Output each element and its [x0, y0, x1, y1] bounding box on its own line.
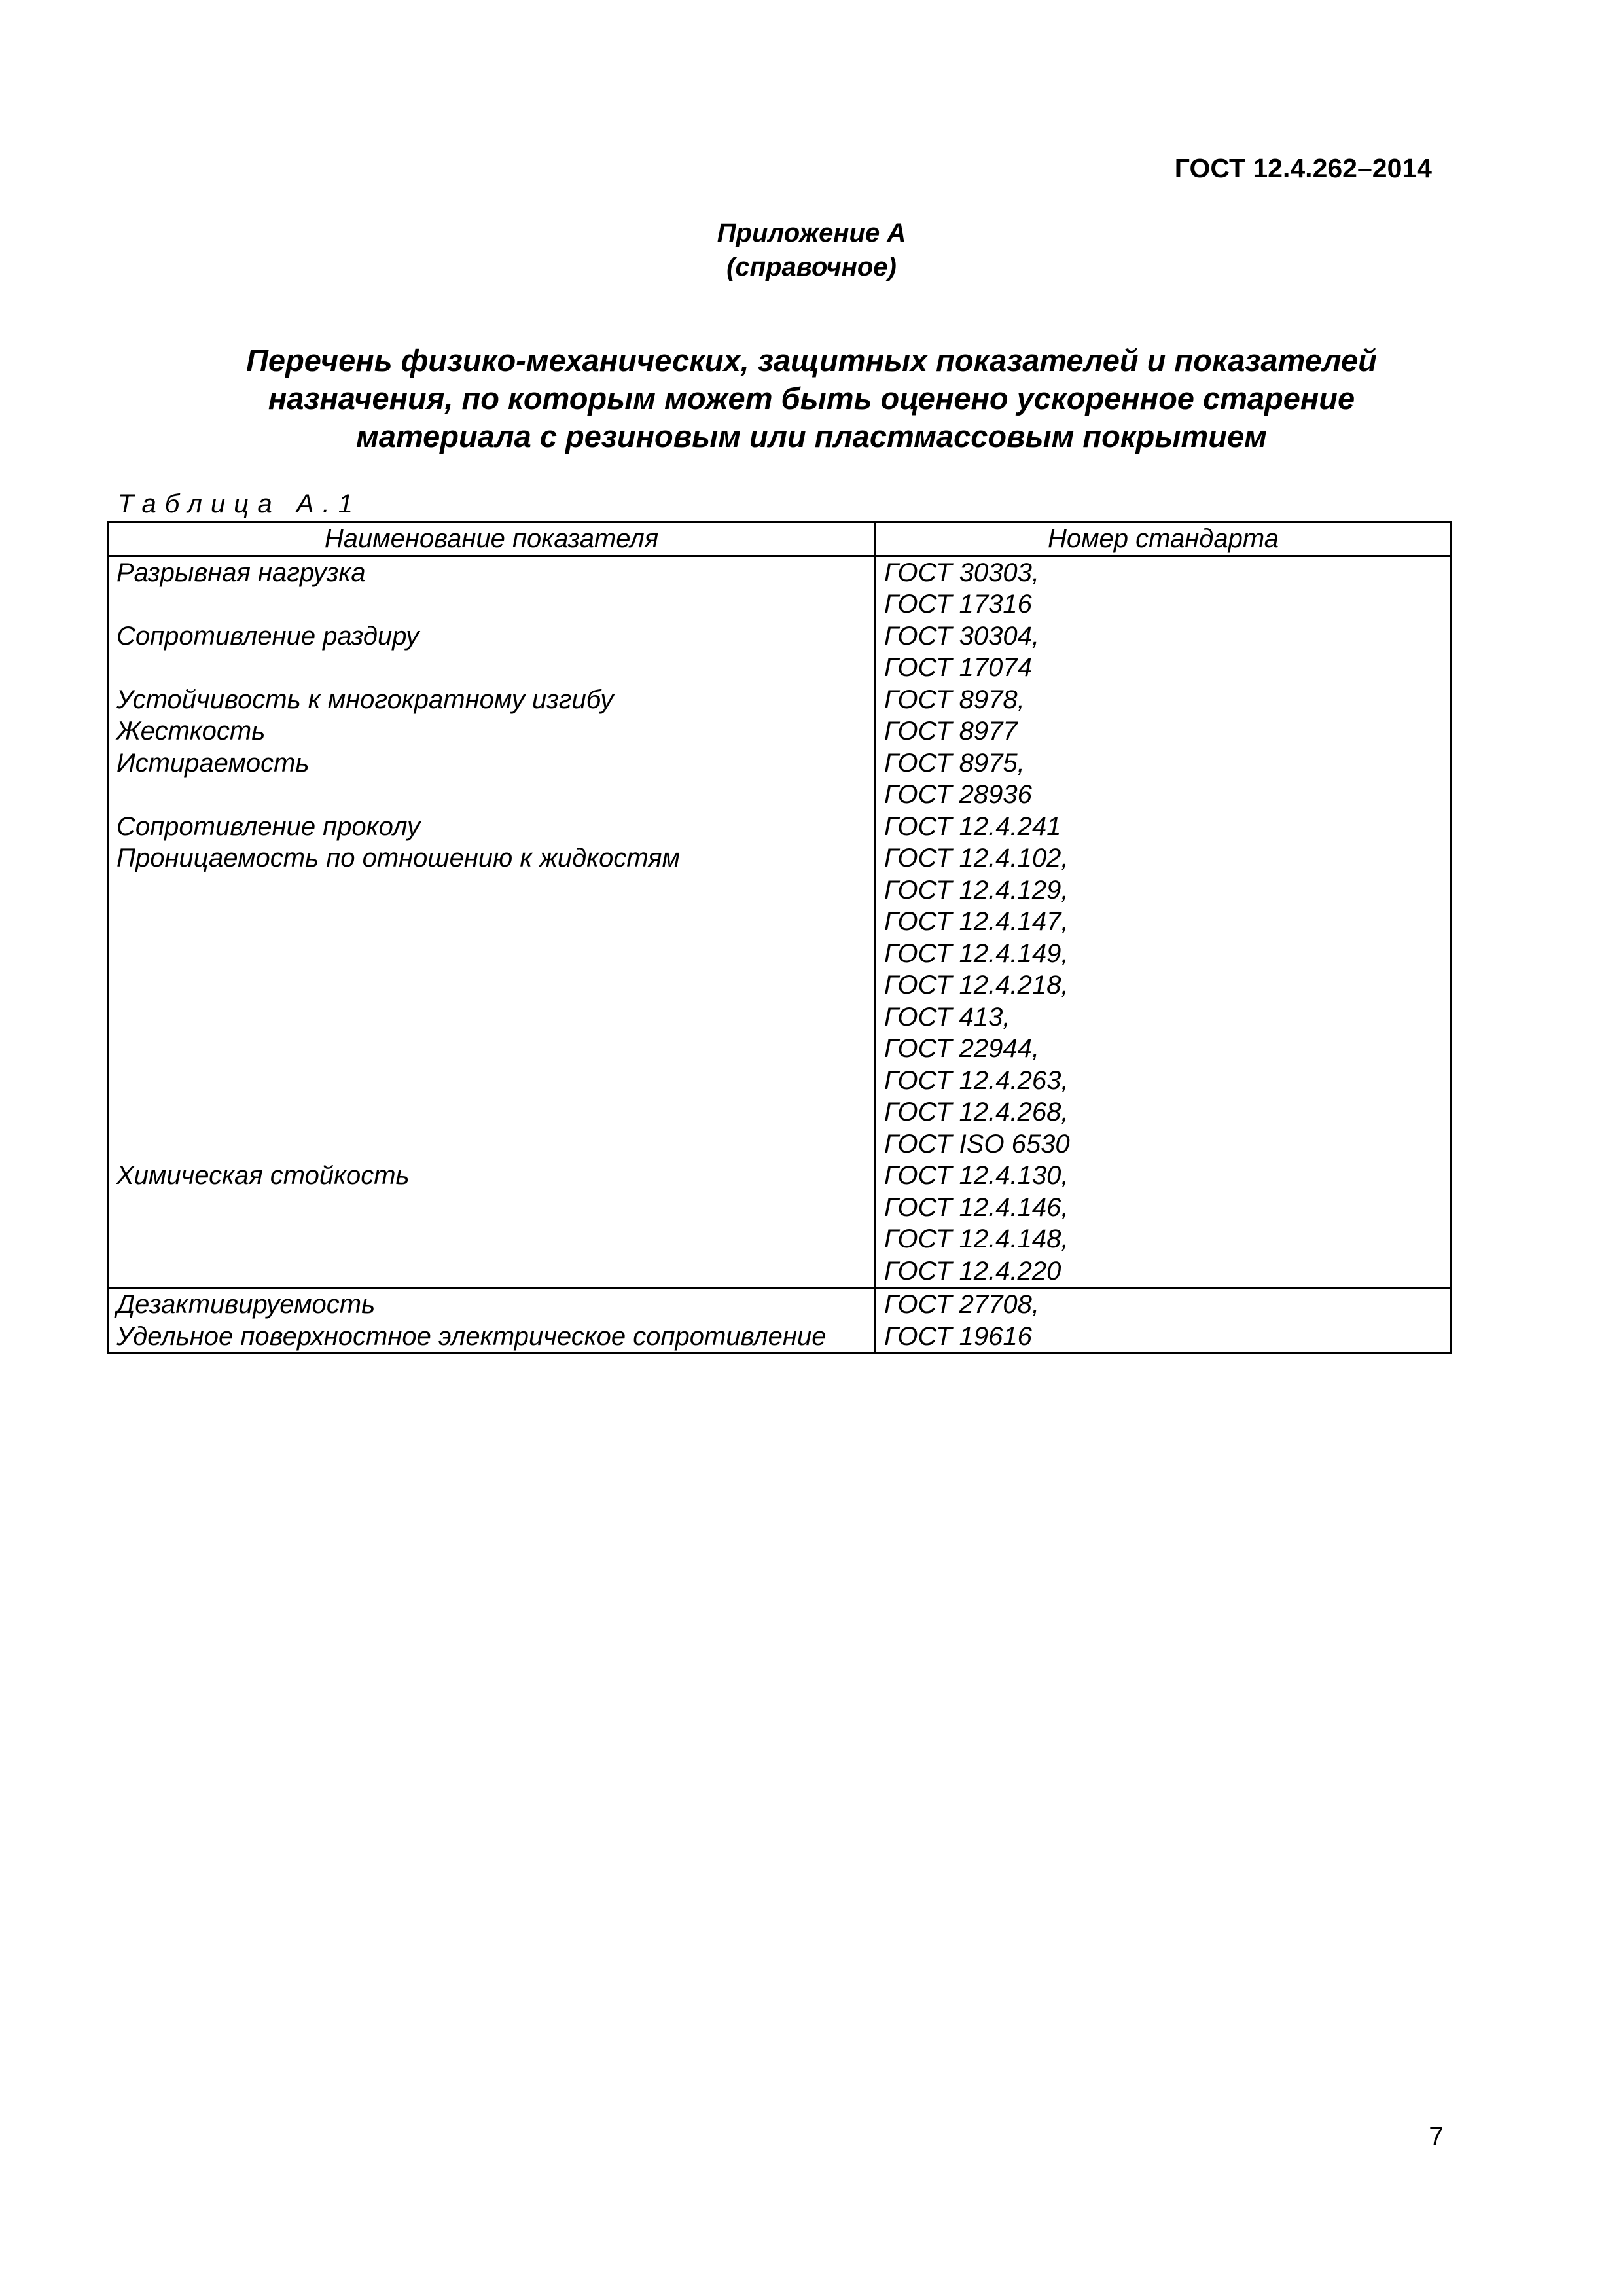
indicator-name-cell: Дезактивируемость: [108, 1288, 876, 1321]
document-code: ГОСТ 12.4.262–2014: [1174, 153, 1432, 183]
indicator-name-cell: [108, 1096, 876, 1128]
table-caption: Таблица А.1: [118, 490, 361, 518]
indicator-name-cell: Сопротивление проколу: [108, 811, 876, 843]
table-row: [108, 747, 1452, 780]
indicator-name-cell: [108, 1033, 876, 1065]
standard-number-cell: ГОСТ 12.4.268,: [876, 1096, 1452, 1128]
table-row: [108, 1128, 1452, 1160]
standard-number-cell: ГОСТ 12.4.146,: [876, 1192, 1452, 1224]
table-row: [108, 938, 1452, 970]
appendix-label: Приложение А: [717, 219, 906, 247]
table-row: [108, 1288, 1452, 1321]
indicator-name-cell: Проницаемость по отношению к жидкостям: [108, 842, 876, 874]
standard-number-cell: ГОСТ 27708,: [876, 1288, 1452, 1321]
indicator-name-cell: [108, 1255, 876, 1288]
standard-number-cell: ГОСТ 12.4.218,: [876, 969, 1452, 1001]
standard-number-cell: ГОСТ 12.4.147,: [876, 906, 1452, 938]
table-row: [108, 1192, 1452, 1224]
indicator-name-cell: [108, 1223, 876, 1255]
standard-number-cell: ГОСТ 12.4.263,: [876, 1065, 1452, 1097]
table-row: [108, 969, 1452, 1001]
standard-number-cell: ГОСТ ISO 6530: [876, 1128, 1452, 1160]
standard-number-cell: ГОСТ 12.4.149,: [876, 938, 1452, 970]
title-line: материала с резиновым или пластмассовым покрытием: [356, 419, 1267, 454]
table-row: [108, 1065, 1452, 1097]
indicator-name-cell: [108, 969, 876, 1001]
title-line: Перечень физико-механических, защитных показателей и показателей: [246, 343, 1377, 378]
table-row: [108, 1033, 1452, 1065]
indicator-name-cell: Удельное поверхностное электрическое сопротивление: [108, 1321, 876, 1354]
standard-number-cell: ГОСТ 12.4.241: [876, 811, 1452, 843]
standards-table: [107, 521, 1452, 1354]
standard-number-cell: ГОСТ 28936: [876, 779, 1452, 811]
standard-number-cell: ГОСТ 12.4.130,: [876, 1160, 1452, 1192]
indicator-name-cell: [108, 1192, 876, 1224]
indicator-name-cell: Разрывная нагрузка: [108, 556, 876, 588]
table-row: [108, 1255, 1452, 1288]
table-row: [108, 652, 1452, 684]
standard-number-cell: ГОСТ 8975,: [876, 747, 1452, 780]
table-row: [108, 811, 1452, 843]
indicator-name-cell: Устойчивость к многократному изгибу: [108, 684, 876, 716]
indicator-name-cell: [108, 874, 876, 906]
table-row: [108, 874, 1452, 906]
indicator-name-cell: [108, 779, 876, 811]
table-row: [108, 906, 1452, 938]
table-header-row: [108, 522, 1452, 556]
standard-number-cell: ГОСТ 30304,: [876, 620, 1452, 653]
standard-number-cell: ГОСТ 12.4.148,: [876, 1223, 1452, 1255]
table-row: [108, 1223, 1452, 1255]
table-row: [108, 1096, 1452, 1128]
indicator-name-cell: [108, 938, 876, 970]
column-header-standard: Номер стандарта: [876, 522, 1452, 556]
indicator-name-cell: [108, 1128, 876, 1160]
indicator-name-cell: Жесткость: [108, 715, 876, 747]
standard-number-cell: ГОСТ 8977: [876, 715, 1452, 747]
column-header-indicator: Наименование показателя: [108, 522, 876, 556]
standard-number-cell: ГОСТ 413,: [876, 1001, 1452, 1033]
table-row: [108, 715, 1452, 747]
table-row: [108, 588, 1452, 620]
table-row: [108, 556, 1452, 588]
table-title: [0, 342, 1623, 456]
indicator-name-cell: Химическая стойкость: [108, 1160, 876, 1192]
indicator-name-cell: Истираемость: [108, 747, 876, 780]
indicator-name-cell: Сопротивление раздиру: [108, 620, 876, 653]
indicator-name-cell: [108, 588, 876, 620]
standard-number-cell: ГОСТ 12.4.220: [876, 1255, 1452, 1288]
table-row: [108, 1321, 1452, 1354]
indicator-name-cell: [108, 1001, 876, 1033]
indicator-name-cell: [108, 906, 876, 938]
standard-number-cell: ГОСТ 17074: [876, 652, 1452, 684]
standard-number-cell: ГОСТ 8978,: [876, 684, 1452, 716]
table-row: [108, 779, 1452, 811]
appendix-kind: (справочное): [726, 253, 897, 281]
page-number: 7: [1429, 2121, 1444, 2151]
indicator-name-cell: [108, 652, 876, 684]
table-row: [108, 620, 1452, 653]
standard-number-cell: ГОСТ 30303,: [876, 556, 1452, 588]
standard-number-cell: ГОСТ 17316: [876, 588, 1452, 620]
appendix-heading: [0, 216, 1623, 284]
indicator-name-cell: [108, 1065, 876, 1097]
standard-number-cell: ГОСТ 12.4.102,: [876, 842, 1452, 874]
table-row: [108, 1001, 1452, 1033]
title-line: назначения, по которым может быть оценено ускоренное старение: [268, 381, 1355, 416]
table-row: [108, 684, 1452, 716]
table-body: [108, 556, 1452, 1354]
standard-number-cell: ГОСТ 12.4.129,: [876, 874, 1452, 906]
table-row: [108, 842, 1452, 874]
table-row: [108, 1160, 1452, 1192]
standard-number-cell: ГОСТ 22944,: [876, 1033, 1452, 1065]
standard-number-cell: ГОСТ 19616: [876, 1321, 1452, 1354]
